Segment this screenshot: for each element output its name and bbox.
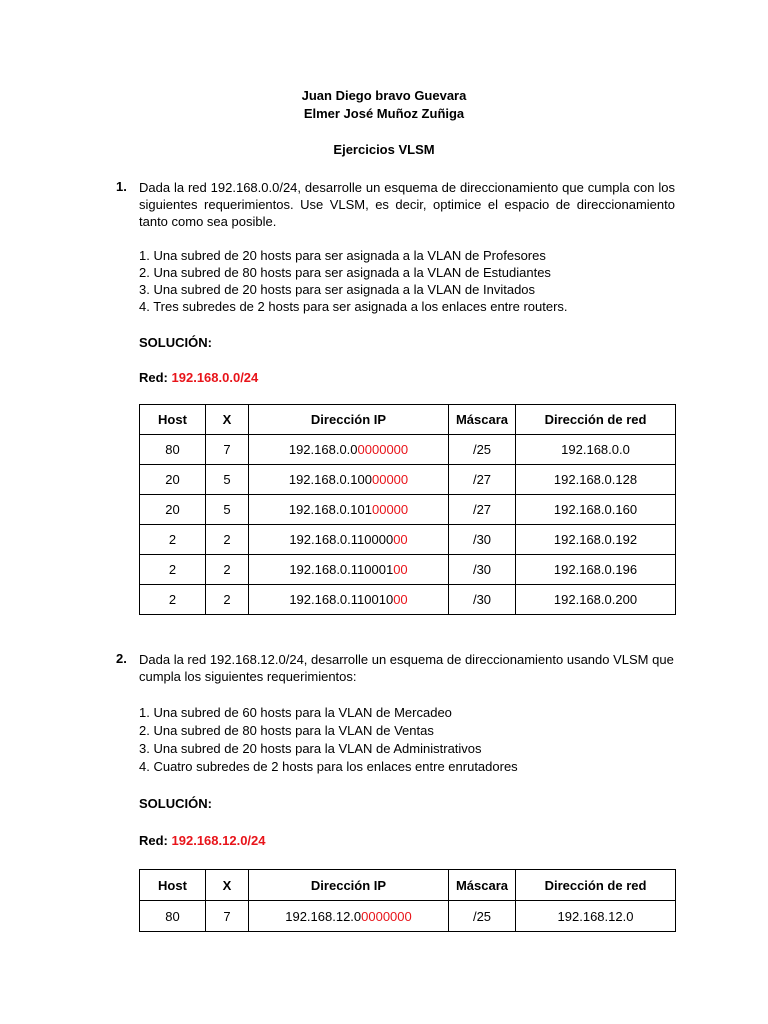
table-header-row — [140, 405, 676, 435]
ex1-network-label: Red: — [139, 370, 168, 385]
cell-mask: /30 — [449, 555, 516, 585]
table-row — [140, 585, 676, 615]
cell-x: 7 — [206, 901, 249, 932]
header-network: Dirección de red — [516, 405, 676, 435]
cell-x: 2 — [206, 525, 249, 555]
ip-network-bits: 192.168.0.101 — [288, 502, 372, 517]
ex2-solution-label: SOLUCIÓN: — [139, 796, 212, 811]
cell-network: 192.168.0.200 — [516, 585, 676, 615]
cell-mask: /27 — [449, 465, 516, 495]
ip-host-bits: 00 — [393, 592, 408, 607]
ip-host-bits: 00 — [393, 532, 408, 547]
ex1-network-value: 192.168.0.0/24 — [171, 370, 259, 385]
cell-network: 192.168.0.192 — [516, 525, 676, 555]
cell-ip — [249, 525, 449, 555]
cell-x: 2 — [206, 585, 249, 615]
ip-network-bits: 192.168.12.0 — [285, 908, 362, 924]
header-x: X — [206, 870, 249, 901]
cell-x: 5 — [206, 495, 249, 525]
cell-ip — [249, 465, 449, 495]
ip-host-bits: 0000000 — [357, 442, 409, 457]
cell-host: 20 — [140, 465, 206, 495]
cell-x: 2 — [206, 555, 249, 585]
cell-host: 80 — [140, 435, 206, 465]
cell-mask: /30 — [449, 525, 516, 555]
cell-network: 192.168.12.0 — [516, 901, 676, 932]
cell-network: 192.168.0.0 — [516, 435, 676, 465]
cell-mask: /25 — [449, 901, 516, 932]
ex2-requirement: 1. Una subred de 60 hosts para la VLAN de Mercadeo — [139, 705, 452, 720]
ex2-network — [139, 833, 266, 848]
header-host: Host — [140, 405, 206, 435]
exercise-2-number: 2. — [116, 651, 127, 666]
cell-mask: /30 — [449, 585, 516, 615]
ex2-network-value: 192.168.12.0/24 — [171, 833, 266, 848]
exercise-1-statement: Dada la red 192.168.0.0/24, desarrolle un esquema de direccionamiento que cumpla con los siguientes requerimientos. Use VLSM, es decir, optimice el espacio de direccionamiento tanto como sea posible. — [139, 180, 675, 229]
cell-ip — [249, 495, 449, 525]
exercise-2-statement: Dada la red 192.168.12.0/24, desarrolle un esquema de direccionamiento usando VLSM que cumpla los siguientes requerimientos: — [139, 652, 674, 684]
table-row — [140, 525, 676, 555]
table-row — [140, 495, 676, 525]
cell-host: 80 — [140, 901, 206, 932]
ip-network-bits: 192.168.0.110000 — [289, 532, 394, 547]
table-row — [140, 465, 676, 495]
table-row — [140, 555, 676, 585]
ip-network-bits: 192.168.0.100 — [288, 472, 372, 487]
ex1-requirement: 4. Tres subredes de 2 hosts para ser asignada a los enlaces entre routers. — [139, 299, 568, 314]
ex1-requirement: 1. Una subred de 20 hosts para ser asignada a la VLAN de Profesores — [139, 248, 546, 263]
cell-ip — [249, 585, 449, 615]
ex2-subnet-table — [139, 869, 676, 932]
ex1-network — [139, 370, 258, 385]
header-network: Dirección de red — [516, 870, 676, 901]
table-row — [140, 435, 676, 465]
ex1-solution-label: SOLUCIÓN: — [139, 335, 212, 350]
ex1-requirement: 3. Una subred de 20 hosts para ser asignada a la VLAN de Invitados — [139, 282, 536, 297]
header-host: Host — [140, 870, 206, 901]
cell-host: 20 — [140, 495, 206, 525]
author-2: Elmer José Muñoz Zuñiga — [303, 106, 465, 121]
table-header-row — [140, 870, 676, 901]
cell-mask: /27 — [449, 495, 516, 525]
header-mask: Máscara — [449, 870, 516, 901]
ip-host-bits: 0000000 — [361, 908, 412, 924]
table-row — [140, 901, 676, 932]
cell-host: 2 — [140, 555, 206, 585]
cell-x: 7 — [206, 435, 249, 465]
ip-network-bits: 192.168.0.110001 — [289, 562, 394, 577]
ex2-requirement: 3. Una subred de 20 hosts para la VLAN de Administrativos — [139, 741, 482, 756]
cell-mask: /25 — [449, 435, 516, 465]
ex1-subnet-table — [139, 404, 676, 615]
author-1: Juan Diego bravo Guevara — [301, 88, 467, 103]
ex2-requirement: 4. Cuatro subredes de 2 hosts para los enlaces entre enrutadores — [139, 759, 518, 774]
cell-ip — [249, 435, 449, 465]
cell-host: 2 — [140, 585, 206, 615]
header-mask: Máscara — [449, 405, 516, 435]
ip-network-bits: 192.168.0.0 — [288, 442, 358, 457]
header-ip: Dirección IP — [249, 405, 449, 435]
cell-host: 2 — [140, 525, 206, 555]
ex2-requirement: 2. Una subred de 80 hosts para la VLAN de Ventas — [139, 723, 434, 738]
ip-host-bits: 00000 — [371, 472, 409, 487]
cell-ip — [249, 901, 449, 932]
header-ip: Dirección IP — [249, 870, 449, 901]
exercise-1-number: 1. — [116, 179, 127, 194]
ex2-network-label: Red: — [139, 833, 168, 848]
document-title: Ejercicios VLSM — [333, 142, 435, 157]
ip-network-bits: 192.168.0.110010 — [289, 592, 394, 607]
ip-host-bits: 00000 — [371, 502, 409, 517]
ex1-requirement: 2. Una subred de 80 hosts para ser asignada a la VLAN de Estudiantes — [139, 265, 551, 280]
cell-x: 5 — [206, 465, 249, 495]
cell-network: 192.168.0.128 — [516, 465, 676, 495]
cell-ip — [249, 555, 449, 585]
ip-host-bits: 00 — [393, 562, 408, 577]
header-x: X — [206, 405, 249, 435]
cell-network: 192.168.0.196 — [516, 555, 676, 585]
cell-network: 192.168.0.160 — [516, 495, 676, 525]
